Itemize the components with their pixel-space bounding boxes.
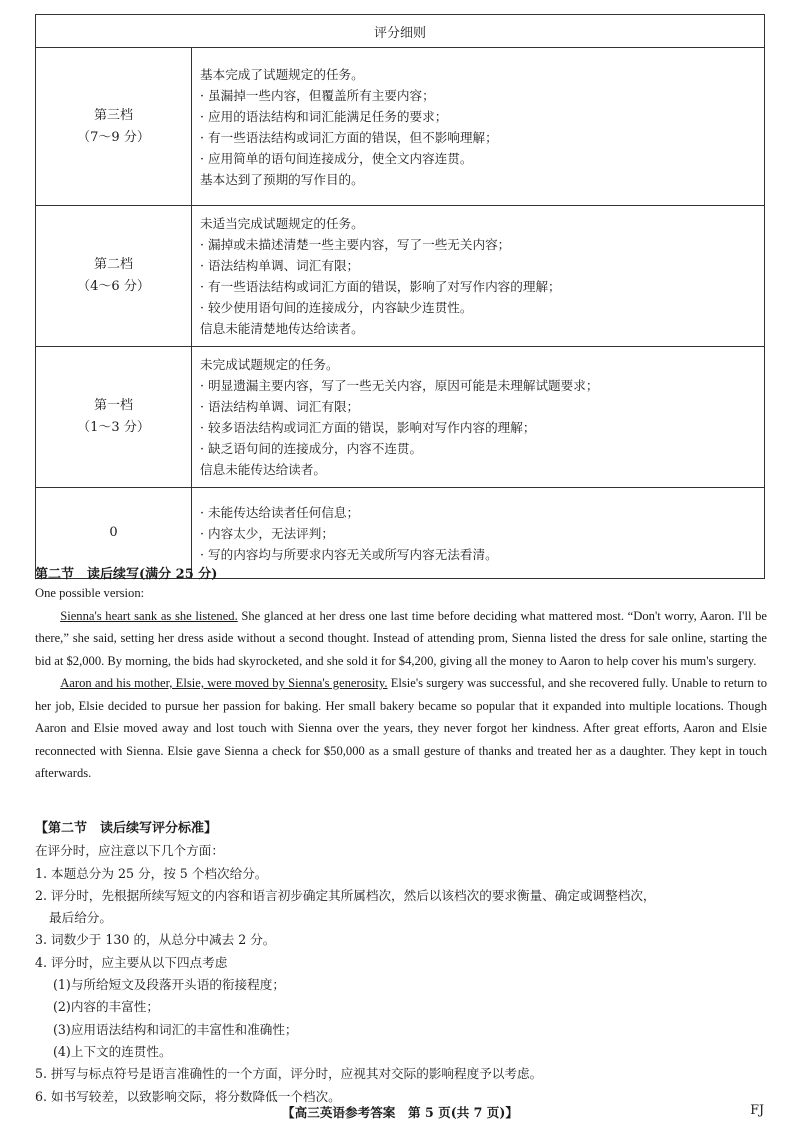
scoring-table [35, 14, 765, 579]
description-line: · 有一些语法结构或词汇方面的错误，影响了对写作内容的理解； [200, 279, 561, 294]
footer-page-info: 【高三英语参考答案 第 5 页(共 7 页)】 [282, 1105, 518, 1120]
essay-intro: One possible version: [35, 586, 145, 600]
description-line: · 缺乏语句间的连接成分，内容不连贯。 [200, 441, 423, 456]
description-line: · 未能传达给读者任何信息； [200, 504, 360, 520]
description-line: · 语法结构单调、词汇有限； [200, 399, 360, 414]
level-range: （1～3 分） [77, 420, 150, 435]
criteria-item: 1. 本题总分为 25 分，按 5 个档次给分。 [35, 865, 268, 881]
level-cell [36, 206, 192, 347]
description-line: · 较多语法结构或词汇方面的错误，影响对写作内容的理解； [200, 420, 536, 435]
level-name: 第二档 [93, 257, 133, 272]
description-line: 基本达到了预期的写作目的。 [200, 171, 364, 187]
criteria-item: 2. 评分时，先根据所续写短文的内容和语言初步确定其所属档次，然后以该档次的要求衡量、确定或调整档次， [35, 887, 656, 903]
description-line: · 虽漏掉一些内容，但覆盖所有主要内容； [200, 87, 435, 103]
table-row [36, 347, 765, 488]
level-cell [36, 347, 192, 488]
description-line: 未适当完成试题规定的任务。 [200, 216, 364, 231]
description-line: · 应用简单的语句间连接成分，使全文内容连贯。 [200, 150, 473, 166]
level-range: （4～6 分） [77, 279, 150, 294]
description-line: · 有一些语法结构或词汇方面的错误，但不影响理解； [200, 129, 498, 145]
description-line: · 应用的语法结构和词汇能满足任务的要求； [200, 108, 448, 124]
table-header-row [36, 15, 765, 48]
description-line: 信息未能清楚地传达给读者。 [200, 321, 364, 336]
description-line: · 明显遗漏主要内容，写了一些无关内容，原因可能是未理解试题要求； [200, 378, 599, 393]
level-cell [36, 48, 192, 206]
criteria-item: 5. 拼写与标点符号是语言准确性的一个方面，评分时，应视其对交际的影响程度予以考虑。 [35, 1066, 543, 1082]
description-cell [192, 206, 765, 347]
table-row [36, 206, 765, 347]
description-line: 未完成试题规定的任务。 [200, 357, 339, 372]
page-footer [0, 1102, 800, 1122]
criteria-subitem: (4)上下文的连贯性。 [53, 1043, 172, 1059]
description-line: · 语法结构单调、词汇有限； [200, 258, 360, 273]
essay-paragraph-2 [35, 672, 767, 785]
criteria-subitem: (2)内容的丰富性； [53, 999, 159, 1015]
essay-paragraph-1 [35, 605, 767, 673]
criteria-item-continued: 最后给分。 [49, 910, 112, 926]
paragraph-opening: Sienna's heart sank as she listened. [60, 608, 238, 623]
sample-essay-section [35, 563, 767, 785]
level-name: 第一档 [93, 398, 133, 413]
level-name: 0 [109, 525, 118, 540]
description-line: 信息未能传达给读者。 [200, 462, 326, 477]
description-line: · 内容太少，无法评判； [200, 525, 334, 541]
level-range: （7～9 分） [77, 129, 150, 145]
table-row [36, 48, 765, 206]
criteria-item: 4. 评分时，应主要从以下四点考虑 [35, 954, 228, 970]
level-name: 第三档 [93, 107, 133, 123]
paragraph-text: Elsie's surgery was successful, and she recovered fully. Unable to return to her job, Elsie decided to pursue her passion for baking. Her small bakery became so popular that it expanded into multiple locations. Though Aaron and Elsie moved away and lost touch with Sienna over the years, they never forgot her kindness. After great efforts, Aaron and Elsie reconnected with Sienna. Elsie gave Sienna a check for $50,000 as a small gesture of thanks and treated her as a daughter. They kept in touch afterwards. [35, 676, 767, 780]
footer-code: FJ [750, 1102, 764, 1117]
description-cell [192, 347, 765, 488]
criteria-intro: 在评分时，应注意以下几个方面： [35, 843, 224, 859]
essay-body [35, 582, 767, 785]
criteria-title: 【第二节 读后续写评分标准】 [35, 821, 218, 836]
criteria-subitem: (3)应用语法结构和词汇的丰富性和准确性； [53, 1021, 298, 1037]
criteria-subitem: (1)与所给短文及段落开头语的衔接程度； [53, 977, 285, 993]
paragraph-text: She glanced at her dress one last time before deciding what mattered most. “Don't worry, Aaron. I'll be there,” she said, setting her dress aside without a second thought. Instead of attending prom, Sienna listed the dress for sale online, starting the bid at $2,000. By morning, the bids had skyrocketed, and she sold it for $4,200, giving all the money to Aaron to help cover his mum's surgery. [35, 608, 767, 668]
table-header: 评分细则 [36, 15, 765, 48]
description-line: 基本完成了试题规定的任务。 [200, 66, 364, 82]
description-line: · 较少使用语句间的连接成分，内容缺少连贯性。 [200, 300, 473, 315]
description-line: · 写的内容均与所要求内容无关或所写内容无法看清。 [200, 546, 498, 562]
section-title: 第二节 读后续写(满分 25 分) [35, 567, 218, 582]
scoring-criteria-section [35, 818, 767, 1108]
criteria-item: 6. 如书写较差，以致影响交际，将分数降低一个档次。 [35, 1088, 341, 1104]
paragraph-opening: Aaron and his mother, Elsie, were moved by Sienna's generosity. [60, 676, 388, 690]
description-cell [192, 48, 765, 206]
criteria-item: 3. 词数少于 130 的，从总分中减去 2 分。 [35, 932, 276, 948]
description-line: · 漏掉或未描述清楚一些主要内容，写了一些无关内容； [200, 237, 511, 252]
